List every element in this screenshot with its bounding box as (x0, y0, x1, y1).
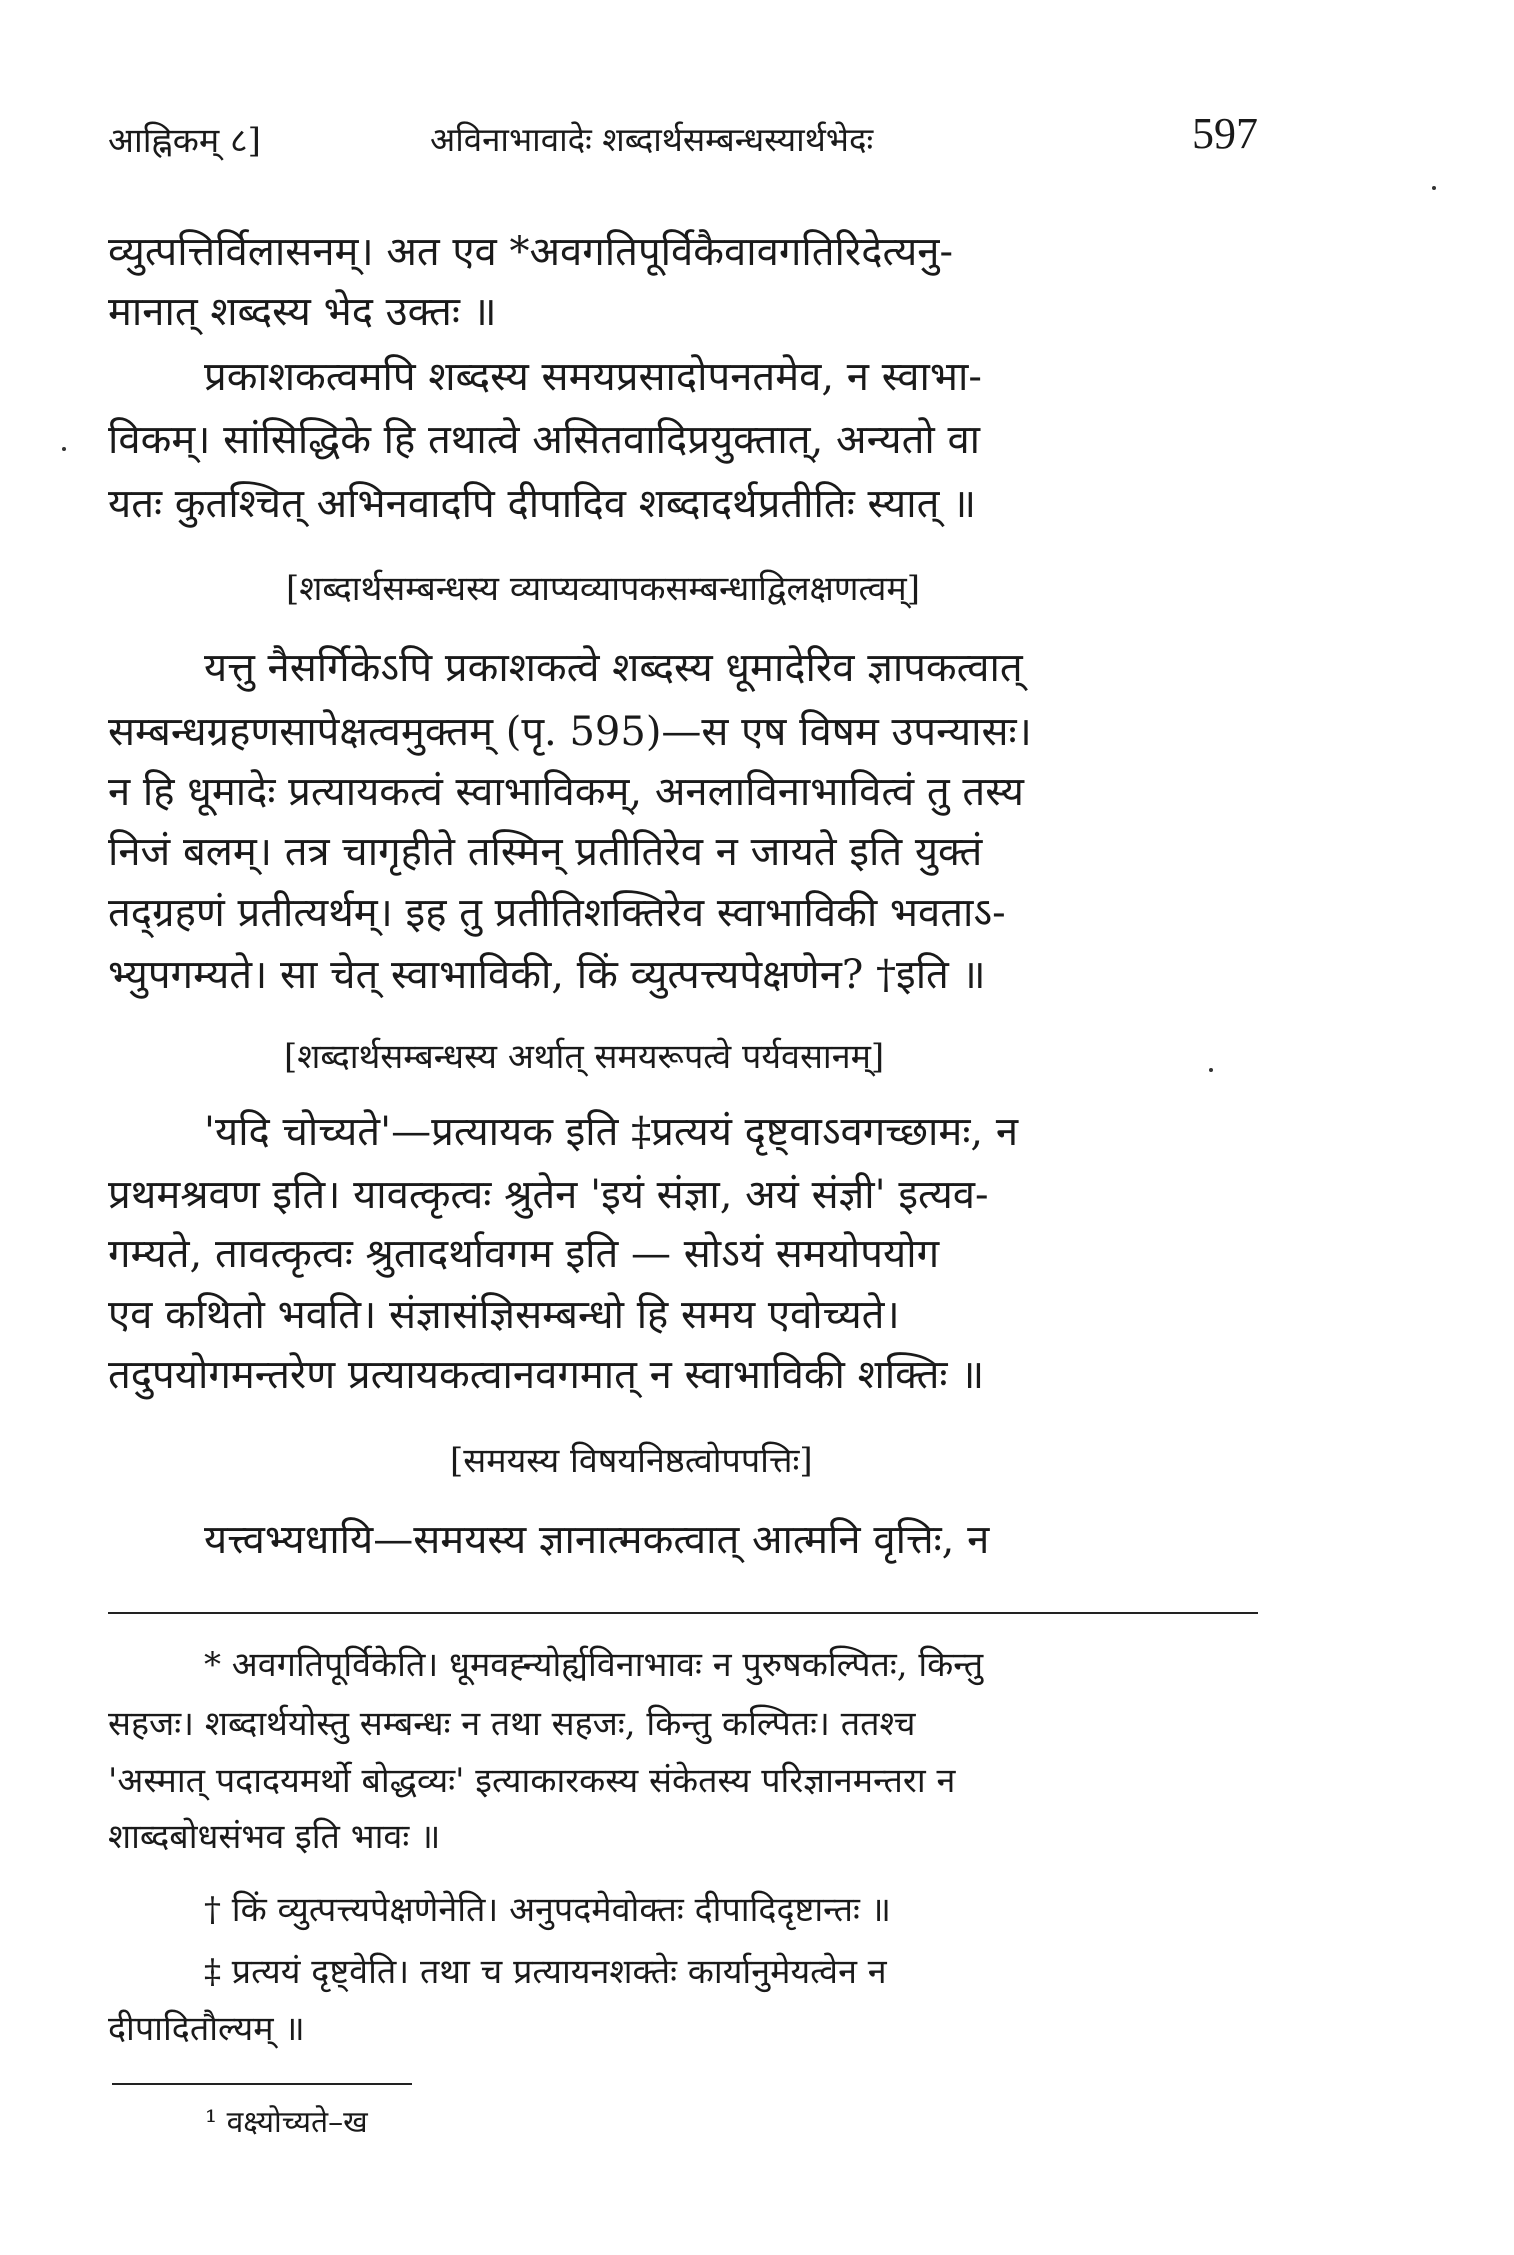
chapter-label: आह्निकम् ८] (108, 121, 261, 161)
scan-speck (1209, 1068, 1213, 1072)
text-line: 'यदि चोच्यते'—प्रत्यायक इति ‡प्रत्ययं दृष्ट्वाऽवगच्छामः, न (204, 1109, 1019, 1155)
running-title: अविनाभावादेः शब्दार्थसम्बन्धस्यार्थभेदः (430, 120, 874, 159)
text-line: भ्युपगम्यते। सा चेत् स्वाभाविकी, किं व्युत्पत्त्यपेक्षणेन? †इति ॥ (108, 952, 986, 998)
section-heading: [शब्दार्थसम्बन्धस्य व्याप्यव्यापकसम्बन्धाद्विलक्षणत्वम्] (286, 569, 920, 609)
running-header (108, 108, 1258, 168)
text-line: प्रथमश्रवण इति। यावत्कृत्वः श्रुतेन 'इयं संज्ञा, अयं संज्ञी' इत्यव- (108, 1172, 989, 1218)
section-heading: [शब्दार्थसम्बन्धस्य अर्थात् समयरूपत्वे पर्यवसानम्] (284, 1037, 885, 1077)
text-line: यतः कुतश्चित् अभिनवादपि दीपादिव शब्दादर्थप्रतीतिः स्यात् ॥ (108, 481, 977, 527)
text-line: तदुपयोगमन्तरेण प्रत्यायकत्वानवगमात् न स्वाभाविकी शक्तिः ॥ (108, 1352, 985, 1398)
text-line: विकम्। सांसिद्धिके हि तथात्वे असितवादिप्रयुक्तात्, अन्यतो वा (108, 417, 981, 463)
scan-speck (62, 447, 66, 451)
text-line: यत्त्वभ्यधायि—समयस्य ज्ञानात्मकत्वात् आत्मनि वृत्तिः, न (204, 1517, 990, 1563)
footnote-line: शाब्दबोधसंभव इति भावः ॥ (108, 1817, 441, 1857)
text-line: प्रकाशकत्वमपि शब्दस्य समयप्रसादोपनतमेव, न स्वाभा- (204, 354, 982, 400)
text-line: सम्बन्धग्रहणसापेक्षत्वमुक्तम् (पृ. 595)—स एष विषम उपन्यासः। (108, 709, 1032, 755)
footnote-line: ‡ प्रत्ययं दृष्ट्वेति। तथा च प्रत्यायनशक्तेः कार्यानुमेयत्वेन न (204, 1952, 887, 1992)
footnote-line: 'अस्मात् पदादयमर्थो बोद्धव्यः' इत्याकारकस्य संकेतस्य परिज्ञानमन्तरा न (108, 1761, 956, 1801)
footnote-line: † किं व्युत्पत्त्यपेक्षणेनेति। अनुपदमेवोक्तः दीपादिदृष्टान्तः ॥ (204, 1890, 892, 1930)
text-line: मानात् शब्दस्य भेद उक्तः ॥ (108, 289, 497, 335)
variant-reading-note: ¹ वक्ष्योच्यते–ख (205, 2105, 368, 2140)
page-number: 597 (1192, 109, 1258, 158)
footnote-line: सहजः। शब्दार्थयोस्तु सम्बन्धः न तथा सहजः, किन्तु कल्पितः। ततश्च (108, 1704, 916, 1744)
footnote-line: दीपादितौल्यम् ॥ (108, 2009, 305, 2049)
text-line: गम्यते, तावत्कृत्वः श्रुतादर्थावगम इति — सोऽयं समयोपयोग (108, 1231, 940, 1277)
text-line: एव कथितो भवति। संज्ञासंज्ञिसम्बन्धो हि समय एवोच्यते। (108, 1292, 900, 1338)
footnote-divider (108, 1612, 1258, 1614)
scan-speck (1432, 186, 1436, 190)
text-line: निजं बलम्। तत्र चागृहीते तस्मिन् प्रतीतिरेव न जायते इति युक्तं (108, 829, 983, 875)
section-heading: [समयस्य विषयनिष्ठत्वोपपत्तिः] (450, 1441, 813, 1481)
footnote-line: * अवगतिपूर्विकेति। धूमवह्न्योर्ह्यविनाभावः न पुरुषकल्पितः, किन्तु (204, 1645, 984, 1685)
text-line: यत्तु नैसर्गिकेऽपि प्रकाशकत्वे शब्दस्य धूमादेरिव ज्ञापकत्वात् (204, 645, 1023, 691)
text-line: व्युत्पत्तिर्विलासनम्। अत एव *अवगतिपूर्विकैवावगतिरिदेत्यनु- (108, 229, 953, 275)
text-line: न हि धूमादेः प्रत्यायकत्वं स्वाभाविकम्, अनलाविनाभावित्वं तु तस्य (108, 769, 1024, 815)
text-line: तद्ग्रहणं प्रतीत्यर्थम्। इह तु प्रतीतिशक्तिरेव स्वाभाविकी भवताऽ- (108, 890, 1006, 936)
variant-divider (112, 2083, 412, 2085)
